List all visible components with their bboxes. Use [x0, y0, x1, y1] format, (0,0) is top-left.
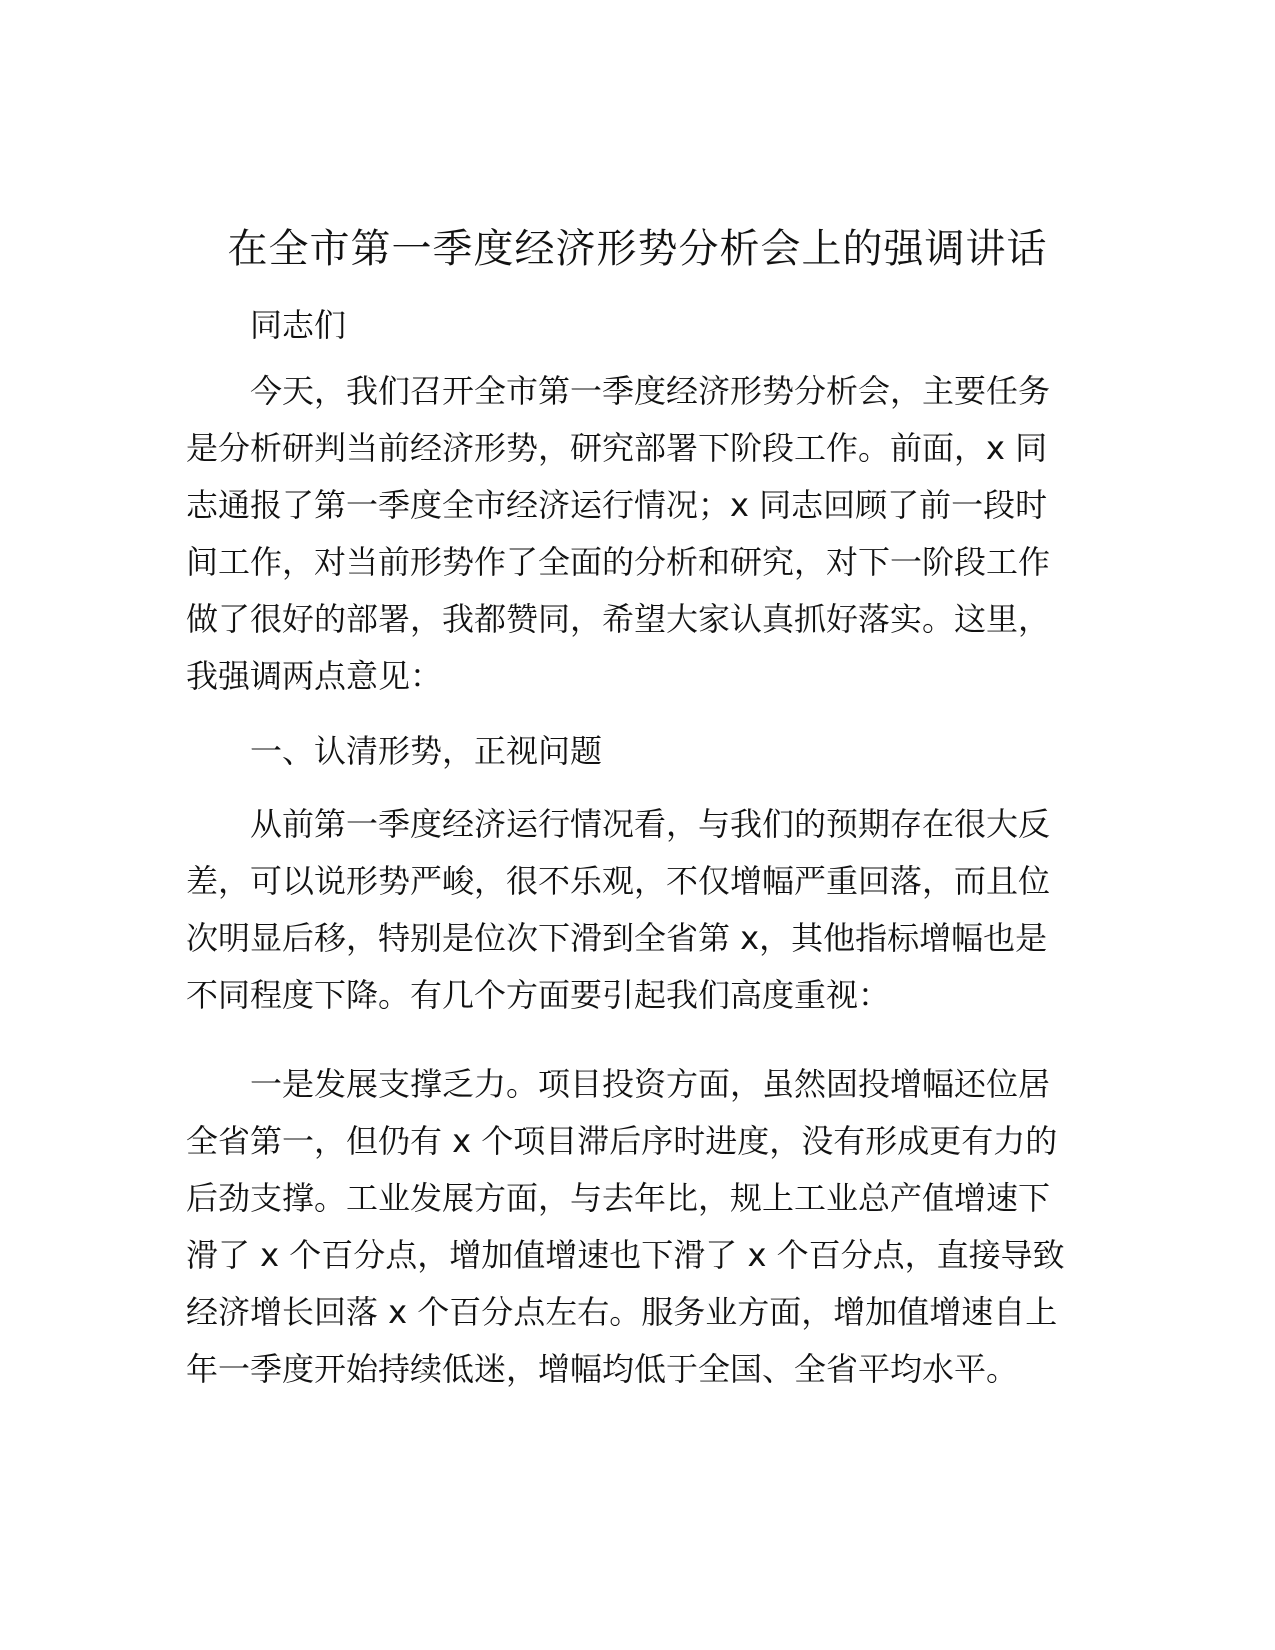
paragraph-line: 间工作，对当前形势作了全面的分析和研究，对下一阶段工作: [186, 543, 1051, 581]
salutation: [186, 297, 1086, 354]
paragraph-line: 全省第一，但仍有 x 个项目滞后序时进度，没有形成更有力的: [186, 1122, 1058, 1160]
paragraph-situation: [186, 796, 1086, 1024]
paragraph-line: 差，可以说形势严峻，很不乐观，不仅增幅严重回落，而且位: [186, 862, 1051, 900]
paragraph-line: 做了很好的部署，我都赞同，希望大家认真抓好落实。这里，: [186, 600, 1051, 638]
paragraph-intro: [186, 363, 1086, 705]
document-title: 在全市第一季度经济形势分析会上的强调讲话: [227, 226, 1048, 272]
paragraph-line: 志通报了第一季度全市经济运行情况；x 同志回顾了前一段时: [186, 486, 1048, 524]
paragraph-line: 经济增长回落 x 个百分点左右。服务业方面，增加值增速自上: [186, 1293, 1058, 1331]
paragraph-line: 后劲支撑。工业发展方面，与去年比，规上工业总产值增速下: [186, 1179, 1051, 1217]
section-heading-text: 一、认清形势，正视问题: [250, 732, 603, 770]
salutation-text: 同志们: [250, 306, 347, 344]
paragraph-line: 滑了 x 个百分点，增加值增速也下滑了 x 个百分点，直接导致: [186, 1236, 1065, 1274]
paragraph-line: 从前第一季度经济运行情况看，与我们的预期存在很大反: [250, 805, 1051, 843]
paragraph-support: [186, 1056, 1086, 1398]
paragraph-line: 我强调两点意见：: [186, 657, 443, 695]
paragraph-line: 次明显后移，特别是位次下滑到全省第 x，其他指标增幅也是: [186, 919, 1048, 957]
paragraph-line: 是分析研判当前经济形势，研究部署下阶段工作。前面，x 同: [186, 429, 1048, 467]
paragraph-line: 不同程度下降。有几个方面要引起我们高度重视：: [186, 976, 891, 1014]
paragraph-line: 年一季度开始持续低迷，增幅均低于全国、全省平均水平。: [186, 1350, 1019, 1388]
paragraph-line: 今天，我们召开全市第一季度经济形势分析会，主要任务: [250, 372, 1051, 410]
section-heading: [186, 723, 1086, 780]
paragraph-line: 一是发展支撑乏力。项目投资方面，虽然固投增幅还位居: [250, 1065, 1051, 1103]
